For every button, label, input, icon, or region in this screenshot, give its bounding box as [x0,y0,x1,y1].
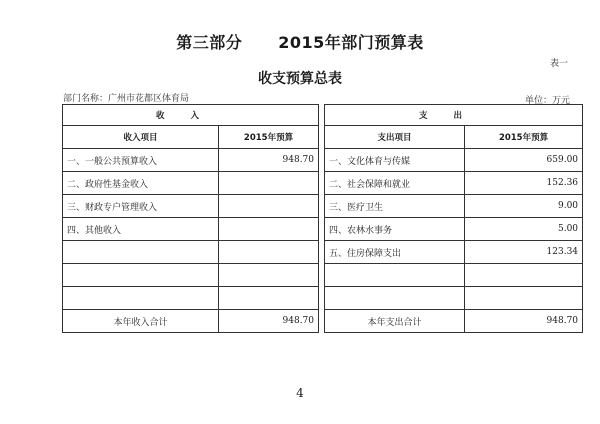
expense-amount: 152.36 [465,172,583,195]
expense-item: 四、农林水事务 [325,218,465,241]
income-item: 四、其他收入 [63,218,219,241]
income-total-amount: 948.70 [219,310,319,333]
expense-total-label: 本年支出合计 [325,310,465,333]
part-label: 第三部分 [176,33,243,52]
table-row [63,195,583,218]
totals-row [63,310,583,333]
table-row [63,218,583,241]
expense-item: 三、医疗卫生 [325,195,465,218]
income-amount: 948.70 [219,149,319,172]
income-item [63,287,219,310]
income-amount [219,195,319,218]
income-amount [219,218,319,241]
table-row [63,241,583,264]
expense-amount: 9.00 [465,195,583,218]
expense-item: 五、住房保障支出 [325,241,465,264]
department-name: 部门名称：广州市花都区体育局 [63,94,190,104]
col-expense-amount: 2015年预算 [465,126,583,149]
col-expense-item: 支出项目 [325,126,465,149]
expense-section-header: 支出 [325,105,583,126]
unit-label: 单位：万元 [524,96,570,106]
col-income-amount: 2015年预算 [219,126,319,149]
expense-amount [465,264,583,287]
expense-item [325,287,465,310]
income-amount [219,264,319,287]
income-item: 二、政府性基金收入 [63,172,219,195]
expense-total-amount: 948.70 [465,310,583,333]
income-section-header: 收入 [63,105,319,126]
page-title [0,30,600,53]
section-header-row [63,105,583,126]
table-row [63,287,583,310]
expense-amount: 123.34 [465,241,583,264]
table-row [63,264,583,287]
expense-item: 一、文化体育与传媒 [325,149,465,172]
col-income-item: 收入项目 [63,126,219,149]
income-amount [219,172,319,195]
income-item [63,264,219,287]
income-item: 一、一般公共预算收入 [63,149,219,172]
expense-amount: 5.00 [465,218,583,241]
income-item: 三、财政专户管理收入 [63,195,219,218]
page-number: 4 [296,386,304,400]
expense-amount [465,287,583,310]
title-text: 2015年部门预算表 [278,33,424,52]
budget-table [62,104,583,333]
income-amount [219,241,319,264]
expense-item [325,264,465,287]
column-header-row [63,126,583,149]
income-amount [219,287,319,310]
expense-amount: 659.00 [465,149,583,172]
table-row [63,172,583,195]
income-item [63,241,219,264]
income-total-label: 本年收入合计 [63,310,219,333]
table-row [63,149,583,172]
table-number: 表一 [549,59,568,69]
table-subtitle: 收支预算总表 [258,71,342,87]
expense-item: 二、社会保障和就业 [325,172,465,195]
